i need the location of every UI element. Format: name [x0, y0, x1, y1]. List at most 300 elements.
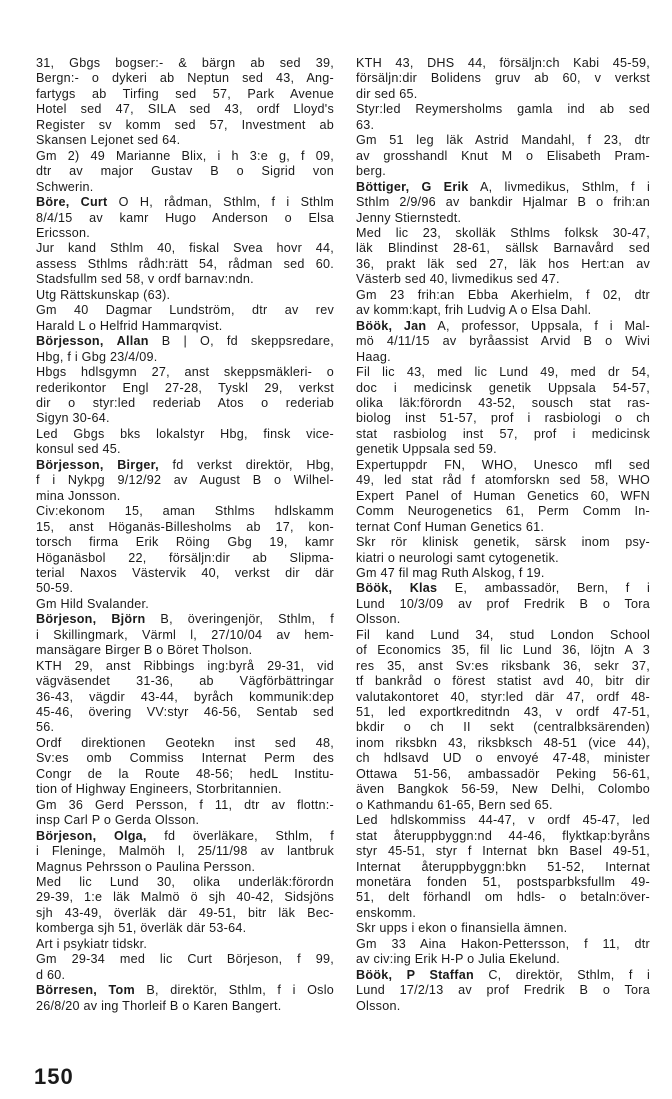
text-line	[36, 288, 334, 303]
text-line	[36, 520, 334, 535]
text-line	[356, 767, 650, 782]
line-text: sjh 43-49, överläk där 49-51, bitr läk Bec-	[36, 905, 334, 920]
paragraph	[36, 427, 334, 458]
line-text: 8/4/15 av kamr Hugo Anderson o Elsa	[36, 210, 334, 225]
line-text: rederikontor Engl 27-28, Tyskl 29, verkst	[36, 380, 334, 395]
line-text: läk Blindinst 28-61, sällsk Barnavård sed	[356, 241, 650, 256]
right-column	[356, 56, 650, 1014]
entry-given-name: Allan	[116, 334, 149, 349]
text-line	[356, 612, 650, 627]
line-text: Skr rör klinisk genetik, särsk inom psy-	[356, 535, 650, 550]
text-line	[36, 164, 334, 179]
paragraph	[36, 798, 334, 829]
line-text: Utg Rättskunskap (63).	[36, 287, 171, 302]
text-line	[356, 149, 650, 164]
line-text: Gm 40 Dagmar Lundström, dtr av rev	[36, 303, 334, 318]
text-line	[36, 87, 334, 102]
text-line	[36, 829, 334, 844]
line-text: ch hdlsavd UD o envoyé 47-48, minister	[356, 751, 650, 766]
text-line	[36, 489, 334, 504]
text-line	[36, 350, 334, 365]
text-line	[356, 720, 650, 735]
text-line	[356, 628, 650, 643]
text-line	[36, 149, 334, 164]
text-line	[36, 504, 334, 519]
text-line	[356, 535, 650, 550]
line-text: i Fleninge, Malmöh l, 25/11/98 av lantbruk	[36, 844, 334, 859]
line-text: 36, prakt läk sed 27, läk hos Hert:an av	[356, 256, 650, 271]
line-text: mansägare Birger B o Böret Tholson.	[36, 643, 253, 658]
entry-surname: Böök,	[356, 581, 393, 596]
text-line	[36, 813, 334, 828]
text-line	[36, 983, 334, 998]
text-line	[356, 381, 650, 396]
line-text: av komm:kapt, frih Ludvig A o Elsa Dahl.	[356, 303, 592, 318]
line-text: dtr av major Gustav B o Sigrid von	[36, 164, 334, 179]
line-text: Haag.	[356, 349, 391, 364]
line-text: o Kathmandu 61-65, Bern sed 65.	[356, 797, 553, 812]
line-text: dir sed 65.	[356, 86, 418, 101]
entry-header	[356, 180, 650, 226]
line-text: fartygs ab Tirfing sed 57, Park Avenue	[36, 86, 334, 101]
line-text: 51, delt förhandl om hdls- o betaln:över-	[356, 890, 650, 905]
text-line	[356, 659, 650, 674]
text-line	[36, 411, 334, 426]
paragraph	[356, 133, 650, 179]
line-text: Led Gbgs bks lokalstyr Hbg, finsk vice-	[36, 426, 334, 441]
text-line	[36, 566, 334, 581]
entry-given-name: Curt	[80, 195, 108, 210]
entry-surname: Böök,	[356, 318, 393, 333]
entry-details: A, livmedikus, Sthlm, f i	[479, 179, 651, 194]
text-line	[356, 813, 650, 828]
left-column	[36, 56, 334, 1014]
line-text: Fil lic 43, med lic Lund 49, med dr 54,	[356, 365, 650, 380]
line-text: 26/8/20 av ing Thorleif B o Karen Bangert.	[36, 998, 282, 1013]
paragraph	[356, 288, 650, 319]
line-text: stat återuppbyggn:nd 44-46, flyktkap:byråns	[356, 828, 650, 843]
line-text: Jur kand Sthlm 40, fiskal Svea hovr 44,	[36, 241, 334, 256]
line-text: Olsson.	[356, 998, 401, 1013]
entry-surname: Böre,	[36, 195, 70, 210]
text-line	[36, 860, 334, 875]
line-text: ternat Conf Human Genetics 61.	[356, 519, 545, 534]
line-text: biolog inst 51-57, prof i rasbiologi o ch	[356, 411, 650, 426]
line-text: Hbgs hdlsgymn 27, anst skeppsmäkleri- o	[36, 365, 334, 380]
text-line	[36, 535, 334, 550]
paragraph	[356, 365, 650, 458]
text-line	[36, 906, 334, 921]
text-line	[36, 102, 334, 117]
text-line	[356, 906, 650, 921]
text-line	[356, 736, 650, 751]
text-line	[36, 705, 334, 720]
line-text: försäljn:dir Bolidens gruv ab 60, v verkst	[356, 71, 650, 86]
line-text: Jenny Stiernstedt.	[356, 210, 462, 225]
line-text: Höganäsbol 22, försäljn:dir ab Slipma-	[36, 550, 334, 565]
line-text: vägväsendet 31-36, ab Vägförbättringar	[36, 674, 334, 689]
line-text: Comm Neurogenetics 61, Perm Comm In-	[356, 504, 650, 519]
text-line	[356, 751, 650, 766]
line-text: d 60.	[36, 967, 66, 982]
line-text: styr 45-51, styr f Internat bkn Basel 49-51,	[356, 844, 650, 859]
line-text: Harald L o Helfrid Hammarqvist.	[36, 318, 223, 333]
line-text: Congr de la Route 48-56; hedL Institu-	[36, 766, 334, 781]
text-line	[36, 396, 334, 411]
entry-header	[36, 983, 334, 1014]
line-text: stat rasbiolog inst 57, prof i medicinsk	[356, 426, 650, 441]
paragraph	[36, 952, 334, 983]
line-text: Gm 51 leg läk Astrid Mandahl, f 23, dtr	[356, 133, 650, 148]
entry-details: B, överingenjör, Sthlm, f	[160, 612, 335, 627]
entry-surname: Börjesson,	[36, 457, 104, 472]
text-line	[36, 937, 334, 952]
text-line	[356, 71, 650, 86]
line-text: 63.	[356, 117, 375, 132]
text-line	[36, 798, 334, 813]
line-text: 36-43, vägdir 43-44, byråch kommunik:dep	[36, 689, 334, 704]
text-line	[356, 319, 650, 334]
paragraph	[36, 303, 334, 334]
text-line	[356, 937, 650, 952]
line-text: Skr upps i ekon o finansiella ämnen.	[356, 921, 568, 936]
line-text: Gm Hild Svalander.	[36, 596, 149, 611]
line-text: olika läk:förordn 43-52, sousch stat ras-	[356, 395, 650, 410]
text-line	[36, 211, 334, 226]
paragraph	[356, 535, 650, 566]
entry-surname: Böttiger,	[356, 179, 410, 194]
line-text: av civ:ing Erik H-P o Julia Ekelund.	[356, 952, 561, 967]
paragraph	[356, 56, 650, 102]
text-line	[356, 844, 650, 859]
line-text: Med lic 23, skolläk Sthlms folksk 30-47,	[356, 225, 650, 240]
entry-details: O H, rådman, Sthlm, f i Sthlm	[118, 195, 335, 210]
entry-given-name: P Staffan	[406, 967, 474, 982]
line-text: Sigyn 30-64.	[36, 411, 110, 426]
text-line	[36, 612, 334, 627]
paragraph	[36, 365, 334, 427]
text-line	[36, 782, 334, 797]
line-text: torsch firma Erik Röing Gbg 19, kamr	[36, 535, 334, 550]
text-line	[356, 164, 650, 179]
line-text: bkdir o ch II sekt (centralbksärenden)	[356, 720, 650, 735]
entry-details: B | O, fd skeppsredare,	[161, 334, 335, 349]
text-line	[356, 211, 650, 226]
page-number: 150	[34, 1064, 74, 1089]
text-line	[36, 844, 334, 859]
line-text: mina Jonsson.	[36, 488, 121, 503]
text-line	[356, 782, 650, 797]
text-line	[36, 458, 334, 473]
entry-surname: Börjesson,	[36, 334, 104, 349]
paragraph	[356, 628, 650, 813]
entry-given-name: Klas	[409, 581, 438, 596]
line-text: monetära fonden 51, postsparbksfullm 49-	[356, 875, 650, 890]
line-text: Gm 47 fil mag Ruth Alskog, f 19.	[356, 565, 545, 580]
text-line	[36, 241, 334, 256]
line-text: tf bankråd o förest statist avd 40, bitr dir	[356, 674, 650, 689]
line-text: of Economics 35, fil lic Lund 36, löjtn A 3	[356, 643, 650, 658]
text-line	[36, 952, 334, 967]
line-text: Led hdlskommiss 44-47, v ordf 45-47, led	[356, 813, 650, 828]
text-line	[36, 875, 334, 890]
entry-given-name: Tom	[108, 983, 135, 998]
text-line	[36, 736, 334, 751]
entry-header	[36, 612, 334, 658]
text-line	[356, 118, 650, 133]
line-text: KTH 43, DHS 44, försäljn:ch Kabi 45-59,	[356, 56, 650, 70]
line-text: Art i psykiatr tidskr.	[36, 936, 148, 951]
text-line	[356, 798, 650, 813]
text-line	[356, 365, 650, 380]
line-text: Ottawa 51-56, ambassadör Peking 56-61,	[356, 766, 650, 781]
text-line	[356, 674, 650, 689]
line-text: även Bangkok 56-59, New Delhi, Colombo	[356, 782, 650, 797]
line-text: tion of Highway Engineers, Storbritannien.	[36, 782, 282, 797]
paragraph	[36, 875, 334, 937]
text-line	[356, 829, 650, 844]
text-line	[36, 968, 334, 983]
text-line	[36, 674, 334, 689]
line-text: inom riksbkn 43, riksbksch 48-51 (vice 44),	[356, 735, 650, 750]
text-line	[356, 288, 650, 303]
paragraph	[356, 458, 650, 535]
line-text: doc i medicinsk genetik Uppsala 54-57,	[356, 380, 650, 395]
text-line	[36, 226, 334, 241]
text-line	[36, 56, 334, 71]
line-text: 51, led exportkreditndn 43, v ordf 47-51,	[356, 705, 650, 720]
line-text: Hotel sed 47, SILA sed 43, ordf Lloyd's	[36, 102, 334, 117]
text-line	[356, 489, 650, 504]
paragraph	[356, 813, 650, 921]
entry-surname: Börjeson,	[36, 612, 97, 627]
text-line	[36, 473, 334, 488]
line-text: Expertuppdr FN, WHO, Unesco mfl sed	[356, 457, 650, 472]
text-line	[36, 551, 334, 566]
text-line	[356, 890, 650, 905]
text-line	[36, 71, 334, 86]
text-line	[36, 365, 334, 380]
line-text: Fil kand Lund 34, stud London School	[356, 627, 650, 642]
entry-given-name: Olga,	[113, 828, 147, 843]
paragraph	[36, 736, 334, 798]
entry-header	[36, 334, 334, 365]
text-line	[356, 133, 650, 148]
line-text: Gm 33 Aina Hakon-Pettersson, f 11, dtr	[356, 936, 650, 951]
text-line	[356, 473, 650, 488]
text-line	[36, 427, 334, 442]
text-line	[36, 303, 334, 318]
paragraph	[36, 659, 334, 736]
text-line	[36, 999, 334, 1014]
entry-details: A, professor, Uppsala, f i Mal-	[437, 318, 650, 333]
text-line	[356, 241, 650, 256]
line-text: Skansen Lejonet sed 64.	[36, 133, 181, 148]
text-line	[356, 427, 650, 442]
text-line	[36, 890, 334, 905]
text-line	[356, 303, 650, 318]
line-text: Magnus Pehrsson o Paulina Persson.	[36, 859, 256, 874]
line-text: Gm 36 Gerd Persson, f 11, dtr av flottn:-	[36, 797, 334, 812]
line-text: res 35, anst Sv:es riksbank 36, sekr 37,	[356, 658, 650, 673]
line-text: 56.	[36, 720, 55, 735]
text-line	[36, 180, 334, 195]
text-line	[356, 180, 650, 195]
text-line	[36, 597, 334, 612]
text-line	[356, 56, 650, 71]
paragraph	[36, 149, 334, 195]
line-text: Expert Panel of Human Genetics 60, WFN	[356, 488, 650, 503]
text-line	[356, 566, 650, 581]
paragraph	[36, 937, 334, 952]
text-line	[356, 396, 650, 411]
line-text: terial Naxos Västervik 40, verkst dir där	[36, 565, 334, 580]
text-line	[36, 767, 334, 782]
line-text: av grosshandl Knut M o Elisabeth Pram-	[356, 148, 650, 163]
line-text: Hbg, f i Gbg 23/4/09.	[36, 349, 158, 364]
paragraph	[356, 102, 650, 133]
text-line	[36, 659, 334, 674]
line-text: genetik Uppsala sed 59.	[356, 442, 497, 457]
line-text: Lund 17/2/13 av prof Fredrik B o Tora	[356, 983, 650, 998]
line-text: assess Sthlms rådh:rätt 54, rådman sed 60.	[36, 256, 334, 271]
line-text: komberga sjh 51, överläk där 53-64.	[36, 921, 247, 936]
text-line	[356, 690, 650, 705]
entry-given-name: Jan	[403, 318, 427, 333]
paragraph	[356, 937, 650, 968]
line-text: Stadsfullm sed 58, v ordf barnav:ndn.	[36, 272, 254, 287]
line-text: Gm 23 frih:an Ebba Akerhielm, f 02, dtr	[356, 287, 650, 302]
text-line	[356, 350, 650, 365]
text-line	[36, 319, 334, 334]
text-line	[356, 952, 650, 967]
text-line	[36, 442, 334, 457]
line-text: Lund 10/3/09 av prof Fredrik B o Tora	[356, 596, 650, 611]
entry-header	[356, 581, 650, 627]
text-line	[356, 597, 650, 612]
line-text: Register sv komm sed 57, Investment ab	[36, 117, 334, 132]
text-line	[356, 195, 650, 210]
line-text: f i Nykpg 9/12/92 av August B o Wilhel-	[36, 473, 334, 488]
text-line	[356, 968, 650, 983]
text-line	[36, 272, 334, 287]
text-line	[36, 195, 334, 210]
text-line	[356, 458, 650, 473]
line-text: Västerb sed 40, livmedikus sed 47.	[356, 272, 560, 287]
text-line	[36, 643, 334, 658]
entry-header	[356, 319, 650, 365]
line-text: mö 4/11/15 av byråassist Arvid B o Wivi	[356, 334, 650, 349]
entry-details: fd verkst direktör, Hbg,	[172, 457, 335, 472]
text-line	[36, 257, 334, 272]
line-text: Med lic Lund 30, olika underläk:förordn	[36, 875, 334, 890]
entry-details: C, direktör, Sthlm, f i	[488, 967, 651, 982]
text-line	[356, 860, 650, 875]
line-text: i Skillingmark, Värml l, 27/10/04 av hem-	[36, 627, 334, 642]
line-text: enskomm.	[356, 905, 417, 920]
line-text: Styr:led Reymersholms gamla ind ab sed	[356, 102, 650, 117]
line-text: 31, Gbgs bogser:- & bärgn ab sed 39,	[36, 56, 334, 70]
text-line	[356, 705, 650, 720]
line-text: Bergn:- o dykeri ab Neptun sed 43, Ang-	[36, 71, 334, 86]
line-text: valutakontoret 40, styr:led där 47, ordf 48-	[356, 689, 650, 704]
paragraph	[36, 56, 334, 149]
line-text: Schwerin.	[36, 179, 94, 194]
paragraph	[36, 504, 334, 597]
line-text: 29-39, 1:e läk Malmö ö sjh 40-42, Sidsjöns	[36, 890, 334, 905]
text-line	[36, 720, 334, 735]
text-line	[36, 628, 334, 643]
entry-header	[36, 195, 334, 241]
text-line	[356, 999, 650, 1014]
entry-given-name: Birger,	[117, 457, 159, 472]
entry-header	[356, 968, 650, 1014]
text-line	[356, 272, 650, 287]
line-text: kiatri o neurologi samt cytogenetik.	[356, 550, 559, 565]
text-line	[36, 381, 334, 396]
line-text: 45-46, övering VV:styr 46-56, Sentab sed	[36, 705, 334, 720]
paragraph	[36, 288, 334, 303]
text-line	[356, 875, 650, 890]
text-line	[36, 581, 334, 596]
line-text: 49, led stat råd f atomforskn sed 58, WHO	[356, 473, 650, 488]
text-line	[356, 643, 650, 658]
text-line	[356, 87, 650, 102]
entry-given-name: G Erik	[421, 179, 469, 194]
line-text: Gm 2) 49 Marianne Blix, i h 3:e g, f 09,	[36, 148, 334, 163]
text-line	[356, 411, 650, 426]
line-text: insp Carl P o Gerda Olsson.	[36, 813, 200, 828]
text-line	[356, 334, 650, 349]
text-line	[36, 921, 334, 936]
text-line	[36, 690, 334, 705]
text-line	[356, 983, 650, 998]
line-text: Gm 29-34 med lic Curt Börjeson, f 99,	[36, 952, 334, 967]
line-text: Sthlm 2/9/96 av bankdir Hjalmar B o frih:an	[356, 195, 650, 210]
line-text: Internat återuppbyggn:bkn 51-52, Internat	[356, 859, 650, 874]
text-line	[356, 551, 650, 566]
paragraph	[356, 566, 650, 581]
text-line	[356, 581, 650, 596]
line-text: Ordf direktionen Geotekn inst sed 48,	[36, 735, 334, 750]
line-text: Sv:es omb Commiss Internat Perm des	[36, 751, 334, 766]
text-line	[356, 226, 650, 241]
paragraph	[36, 241, 334, 287]
line-text: dir o styr:led rederiab Atos o rederiab	[36, 395, 334, 410]
text-line	[356, 102, 650, 117]
line-text: Civ:ekonom 15, aman Sthlms hdlskamm	[36, 504, 334, 519]
entry-details: fd överläkare, Sthlm, f	[164, 828, 335, 843]
entry-surname: Börjeson,	[36, 828, 97, 843]
text-line	[356, 504, 650, 519]
line-text: Ericsson.	[36, 225, 91, 240]
paragraph	[356, 226, 650, 288]
text-line	[36, 133, 334, 148]
text-line	[356, 442, 650, 457]
line-text: 15, anst Höganäs-Billesholms ab 17, kon-	[36, 519, 334, 534]
line-text: berg.	[356, 164, 386, 179]
text-line	[356, 257, 650, 272]
entry-surname: Böök,	[356, 967, 393, 982]
paragraph	[356, 921, 650, 936]
text-line	[36, 334, 334, 349]
text-line	[36, 751, 334, 766]
line-text: KTH 29, anst Ribbings ing:byrå 29-31, vid	[36, 658, 334, 673]
entry-surname: Börresen,	[36, 983, 98, 998]
entry-details: E, ambassadör, Bern, f i	[454, 581, 651, 596]
line-text: 50-59.	[36, 581, 74, 596]
paragraph	[36, 597, 334, 612]
